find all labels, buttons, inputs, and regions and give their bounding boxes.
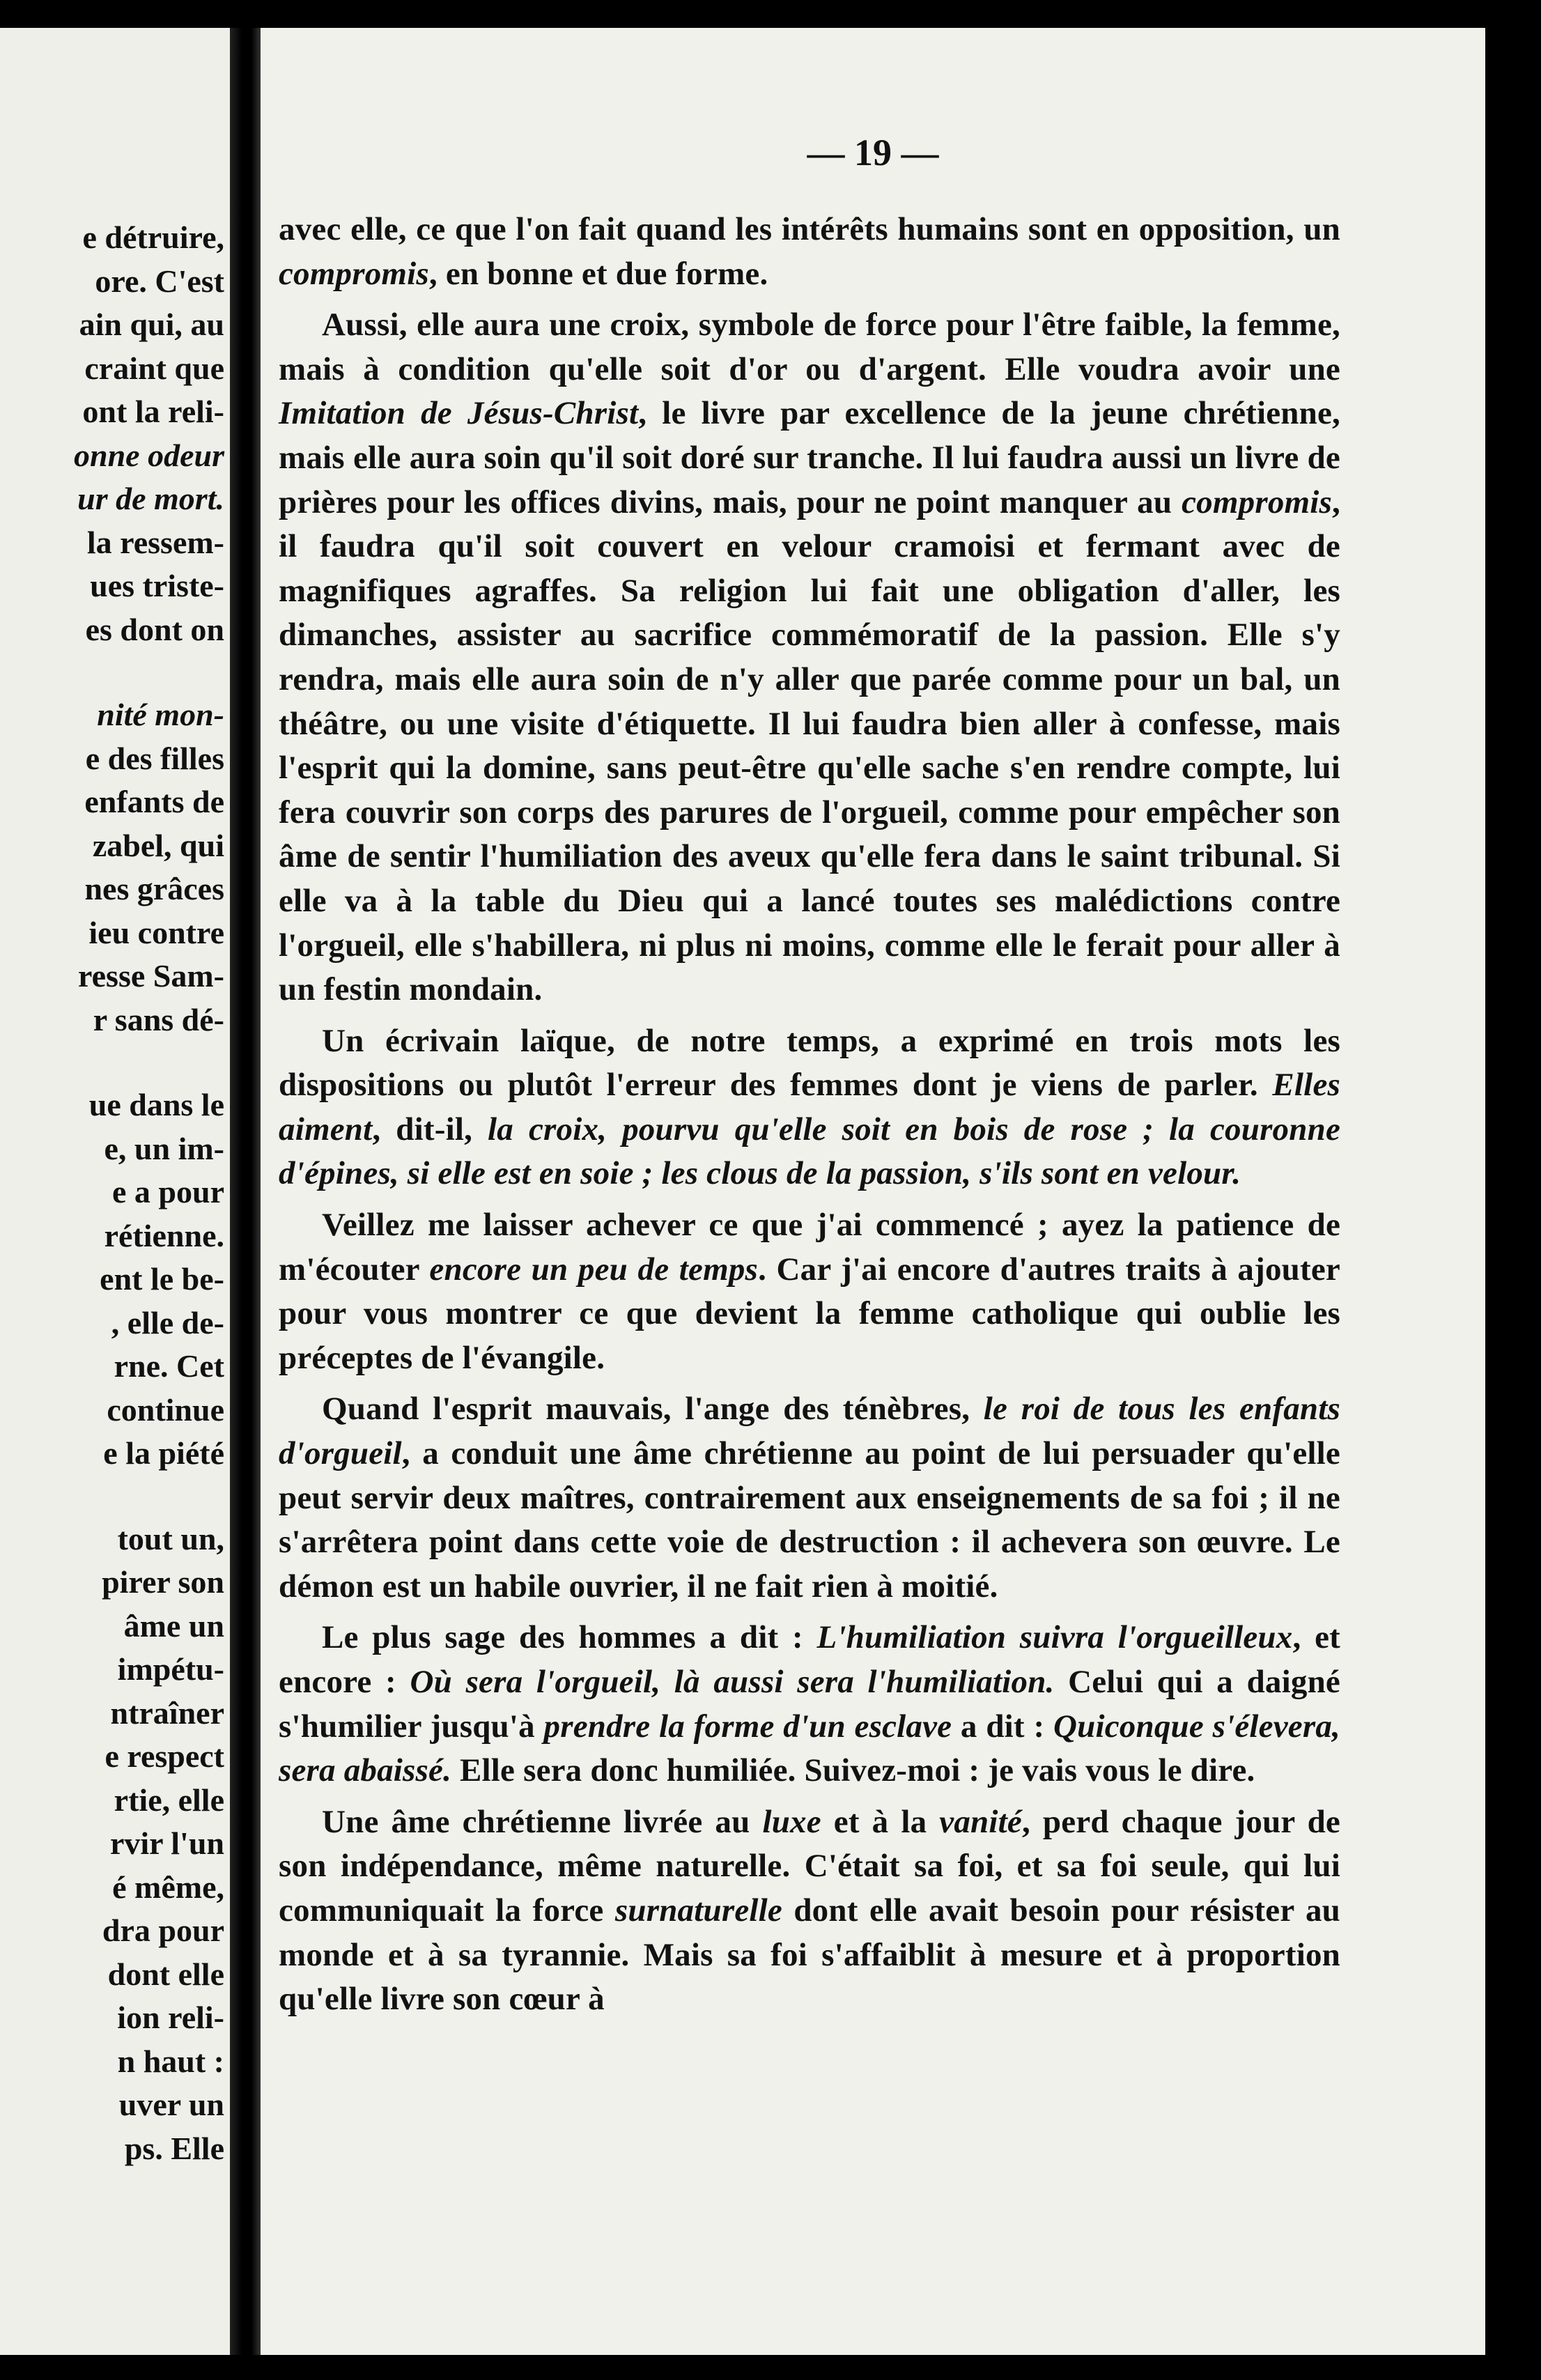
text-line: tout un, <box>117 1520 224 1556</box>
text-line: craint que <box>84 350 224 386</box>
text-run: Une âme chrétienne livrée au <box>322 1803 763 1840</box>
book-gutter <box>230 28 261 2355</box>
text-line: ont la reli- <box>82 394 224 429</box>
text-run: Quand l'esprit mauvais, l'ange des ténèbres, <box>322 1391 984 1428</box>
text-run: , a conduit une âme chrétienne au point de lui persuader qu'elle peut servir deux maîtres, contrairement aux enseignements de sa foi ; il ne s'arrêtera point dans cette voie de destruction : il achevera son œuvre. Le démon est un habile ouvrier, il ne fait rien à moitié. <box>279 1435 1340 1605</box>
text-line: rétienne. <box>104 1217 224 1253</box>
text-run: avec elle, ce que l'on fait quand les intérêts humains sont en opposition, un <box>279 211 1340 247</box>
text-line: ent le be- <box>100 1261 224 1297</box>
italic-text: L'humiliation suivra l'orgueilleux <box>816 1619 1293 1656</box>
text-line: e détruire, <box>82 219 224 255</box>
text-line: ues triste- <box>90 568 224 603</box>
text-line: rtie, elle <box>114 1782 224 1818</box>
text-line: e des filles <box>85 740 224 776</box>
text-run: et à la <box>821 1803 940 1840</box>
text-run: , le livre par excellence de la jeune chrétienne, mais elle aura soin qu'il soit doré sur tranche. Il lui faudra aussi un livre de prières pour les offices divins, mais, pour ne point manquer au <box>279 395 1341 520</box>
text-run: , dit-il, <box>372 1111 488 1148</box>
text-run: Le plus sage des hommes a dit : <box>322 1619 817 1656</box>
italic-text: Elles aiment <box>279 1067 1340 1148</box>
paragraph <box>279 1387 1340 1609</box>
text-line: es dont on <box>85 611 224 647</box>
previous-page-text <box>0 216 224 2170</box>
italic-text: onne odeur <box>74 437 224 473</box>
text-line <box>0 434 224 478</box>
italic-text: prendre la forme d'un esclave <box>543 1708 952 1745</box>
text-line: dra pour <box>102 1912 224 1948</box>
text-line: r sans dé- <box>93 1001 224 1037</box>
italic-text: encore un peu de temps <box>429 1251 759 1288</box>
text-run: a dit : <box>952 1708 1053 1745</box>
text-line: ion reli- <box>117 2000 224 2035</box>
text-line: resse Sam- <box>78 958 224 994</box>
text-run: , et encore : <box>279 1619 1340 1700</box>
italic-text: Imitation de Jésus-Christ <box>279 395 639 432</box>
paragraph <box>279 1800 1340 2022</box>
page-body-text <box>279 208 1340 2029</box>
text-line: n haut : <box>117 2043 224 2079</box>
current-page <box>261 28 1485 2355</box>
text-line: , elle de- <box>111 1304 224 1340</box>
italic-text: Quiconque s'élevera, sera abaissé. <box>279 1708 1340 1789</box>
text-line <box>0 693 224 737</box>
italic-text: la croix, pourvu qu'elle soit en bois de rose ; la couronne d'épines, si elle est en soie ; les clous de la passion, s'ils sont en velour. <box>279 1111 1341 1192</box>
italic-text: le roi de tous les enfants d'orgueil <box>279 1391 1340 1472</box>
text-line: e la piété <box>103 1435 224 1471</box>
text-run: dont elle avait besoin pour résister au monde et à sa tyrannie. Mais sa foi s'affaiblit à mesure et à proportion qu'elle livre son cœur à <box>279 1892 1340 2018</box>
text-line <box>0 477 224 521</box>
text-run: Un écrivain laïque, de notre temps, a exprimé en trois mots les dispositions ou plutôt l'erreur des femmes dont je viens de parler. <box>279 1022 1340 1104</box>
italic-text: luxe <box>762 1803 821 1840</box>
italic-text: compromis <box>1182 484 1333 520</box>
italic-text: Où sera l'orgueil, là aussi sera l'humiliation. <box>410 1664 1055 1700</box>
text-line: âme un <box>123 1607 224 1644</box>
text-line: enfants de <box>84 784 224 819</box>
previous-page-fragment <box>0 28 230 2355</box>
text-line: ieu contre <box>88 914 224 950</box>
text-line: e, un im- <box>104 1130 224 1166</box>
text-line: ore. C'est <box>95 263 224 299</box>
line-gap <box>0 1042 224 1083</box>
text-line: ntraîner <box>110 1694 224 1731</box>
text-line: rne. Cet <box>114 1348 224 1384</box>
text-line: ue dans le <box>88 1087 224 1122</box>
paragraph <box>279 1616 1340 1793</box>
text-run: . Car j'ai encore d'autres traits à ajouter pour vous montrer ce que devient la femme catholique qui oublie les préceptes de l'évangile. <box>279 1251 1340 1376</box>
text-run: Celui qui a daigné s'humilier jusqu'à <box>279 1664 1340 1745</box>
italic-text: nité mon- <box>97 697 224 732</box>
text-line: uver un <box>118 2087 224 2122</box>
text-line: impétu- <box>117 1651 224 1687</box>
line-gap <box>0 1476 224 1517</box>
paragraph <box>279 303 1340 1012</box>
paragraph <box>279 1019 1340 1196</box>
text-line: dont elle <box>107 1956 224 1992</box>
text-run: Aussi, elle aura une croix, symbole de force pour l'être faible, la femme, mais à condition qu'elle soit d'or ou d'argent. Elle voudra avoir une <box>279 307 1340 387</box>
text-line: é même, <box>112 1869 224 1905</box>
text-line: nes grâces <box>84 871 224 906</box>
text-line: e a pour <box>112 1174 224 1210</box>
italic-text: compromis <box>279 255 429 292</box>
line-gap <box>0 651 224 693</box>
text-run: , perd chaque jour de son indépendance, même naturelle. C'était sa foi, et sa foi seule, qui lui communiquait la force <box>279 1803 1340 1929</box>
scan-border <box>0 2355 1541 2380</box>
italic-text: ur de mort. <box>77 481 224 516</box>
text-line: rvir l'un <box>109 1825 224 1861</box>
paragraph <box>279 1203 1340 1380</box>
paragraph <box>279 208 1340 296</box>
text-run: Veillez me laisser achever ce que j'ai commencé ; ayez la patience de m'écouter <box>279 1207 1340 1288</box>
italic-text: surnaturelle <box>614 1892 782 1929</box>
text-line: pirer son <box>102 1564 224 1600</box>
text-line: ps. Elle <box>124 2130 224 2166</box>
text-line: la ressem- <box>86 524 224 560</box>
text-run: , en bonne et due forme. <box>428 255 768 292</box>
page-number: — 19 — <box>807 132 939 173</box>
text-line: e respect <box>104 1738 224 1774</box>
text-line: continue <box>107 1391 224 1428</box>
text-line: zabel, qui <box>92 827 224 863</box>
italic-text: vanité <box>939 1803 1022 1840</box>
text-run: Elle sera donc humiliée. Suivez-moi : je vais vous le dire. <box>451 1752 1255 1789</box>
text-run: , il faudra qu'il soit couvert en velour cramoisi et fermant avec de magnifiques agraffes. Sa religion lui fait une obligation d'aller, les dimanches, assister au sacrifice commémoratif de la passion. Elle s'y rendra, mais elle aura soin de n'y aller que parée comme pour un bal, un théâtre, ou une visite d'étiquette. Il lui faudra bien aller à confesse, mais l'esprit qui la domine, sans peut-être qu'elle sache s'en rendre compte, lui fera couvrir son corps des parures de l'orgueil, comme pour empêcher son âme de sentir l'humiliation des aveux qu'elle fera dans le saint tribunal. Si elle va à la table du Dieu qui a lancé toutes ses malédictions contre l'orgueil, elle s'habillera, ni plus ni moins, comme elle le ferait pour aller à un festin mondain. <box>279 484 1340 1008</box>
text-line: ain qui, au <box>79 307 224 342</box>
